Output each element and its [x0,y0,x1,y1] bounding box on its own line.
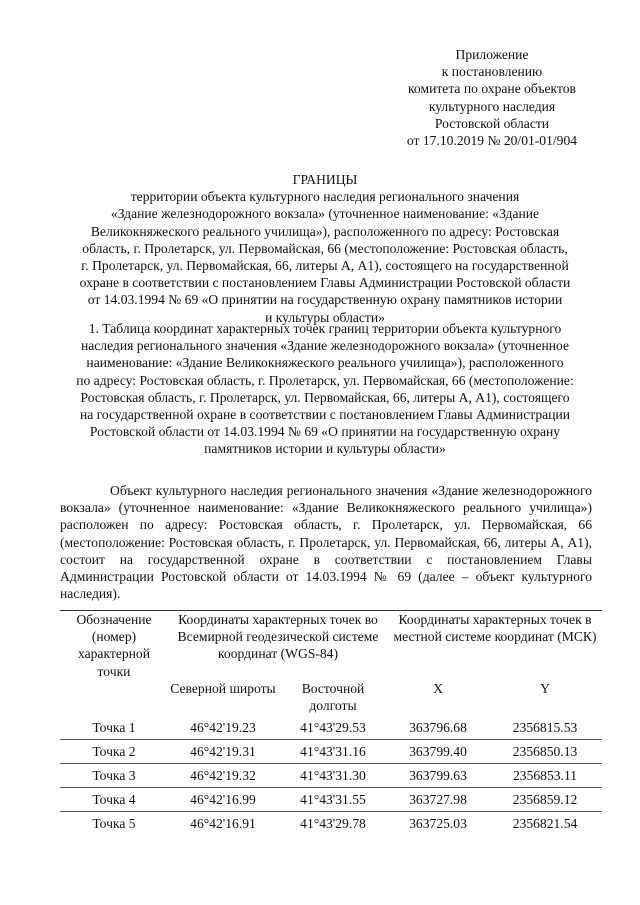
cell-east: 41°43'29.53 [300,720,366,736]
cell-north: 46°42'16.99 [168,788,278,812]
document-title [60,171,590,326]
cell-y: 2356815.53 [512,720,578,736]
title-line: территории объекта культурного наследия регионального значения [130,189,520,205]
section-line: Ростовская область, г. Пролетарск, ул. Первомайская, 66, литеры А, А1), состоящего [80,389,570,405]
appendix-line: Приложение [455,47,529,62]
cell-east: 41°43'31.16 [278,740,388,764]
section-line: 1. Таблица координат характерных точек границ территории объекта культурного [88,321,562,336]
cell-east: 41°43'31.30 [300,768,366,784]
body-paragraph: Объект культурного наследия регионального значения «Здание железнодорожного вокзала» (уточненное наименование: «Здание Великокняжеского реального училища») расположен по адресу: Ростовская область, г. Пролетарск, ул. Первомайская, 66 (местоположение: Ростовская область, г. Пролетарск, ул. Первомайская, 66, литеры А, А1), состоит на государственной охране в соответствии с постановлением Главы Администрации Ростовской области от 14.03.1994 № 69 (далее – объект культурного наследия). [60,483,592,602]
cell-y: 2356850.13 [488,740,602,764]
section-line: наследия регионального значения «Здание железнодорожного вокзала» (уточненное [80,338,570,354]
cell-north: 46°42'19.23 [190,720,256,736]
header-msk: Координаты характерных точек в местной системе координат (МСК) [393,612,597,645]
subheader-empty [60,680,168,714]
cell-y: 2356821.54 [512,816,578,832]
cell-point: Точка 4 [60,788,168,812]
section-line: памятников истории и культуры области» [204,441,446,457]
title-line: г. Пролетарск, ул. Первомайская, 66, литеры А, А1), состоящего на государственной [81,258,569,274]
cell-x: 363727.98 [388,788,488,812]
title-heading: ГРАНИЦЫ [292,172,358,187]
cell-y: 2356859.12 [488,788,602,812]
table-subheader-row [60,680,602,714]
title-line: от 14.03.1994 № 69 «О принятии на государственную охрану памятников истории [87,292,563,308]
title-line: область, г. Пролетарск, ул. Первомайская, 66 (местоположение: Ростовская область, [82,240,568,256]
appendix-line: комитета по охране объектов [408,81,576,97]
cell-point: Точка 3 [92,768,136,784]
header-wgs: Координаты характерных точек во Всемирной геодезической системе координат (WGS-84) [177,612,379,662]
table-row [60,714,602,740]
subheader-y: Y [540,680,550,696]
cell-east: 41°43'31.55 [278,788,388,812]
subheader-east: Восточной долготы [301,680,365,714]
cell-x: 363725.03 [409,816,467,832]
table-row [60,764,602,788]
cell-point: Точка 5 [92,816,136,832]
cell-x: 363796.68 [409,720,467,736]
cell-point: Точка 1 [92,720,136,736]
cell-north: 46°42'16.91 [190,816,256,832]
section-line: по адресу: Ростовская область, г. Пролетарск, ул. Первомайская, 66 (местоположение: [76,372,574,388]
subheader-x: X [433,680,443,696]
title-line: охране в соответствии с постановлением Главы Администрации Ростовской области [79,275,571,291]
appendix-line: к постановлению [441,64,543,80]
title-line: и культуры области» [265,309,385,325]
cell-point: Точка 2 [60,740,168,764]
table-row [60,812,602,836]
appendix-line: культурного наследия [428,98,556,114]
table-row [60,788,602,812]
cell-y: 2356853.11 [512,768,578,784]
cell-east: 41°43'29.78 [300,816,366,832]
appendix-line: Ростовской области [434,115,550,131]
cell-x: 363799.63 [409,768,467,784]
title-line: Великокняжеского реального училища»), расположенного по адресу: Ростовская [90,223,560,239]
table-row [60,740,602,764]
header-point: Обозначение (номер) характерной точки [76,612,152,679]
section-line: наименование: «Здание Великокняжеского реального училища»), расположенного [86,355,564,371]
section-line: на государственной охране в соответствии с постановлением Главы Администрации [79,407,571,423]
table-header-row [60,611,602,680]
cell-north: 46°42'19.32 [190,768,256,784]
subheader-north: Северной широты [170,680,276,696]
title-line: «Здание железнодорожного вокзала» (уточненное наименование: «Здание [110,206,540,222]
section-line: Ростовской области от 14.03.1994 № 69 «О принятии на государственную охрану [89,424,561,440]
coordinates-table [60,610,602,835]
cell-x: 363799.40 [388,740,488,764]
section-heading [60,320,590,458]
appendix-date-line: от 17.10.2019 № 20/01-01/904 [406,133,578,149]
appendix-block [392,46,592,149]
cell-north: 46°42'19.31 [168,740,278,764]
